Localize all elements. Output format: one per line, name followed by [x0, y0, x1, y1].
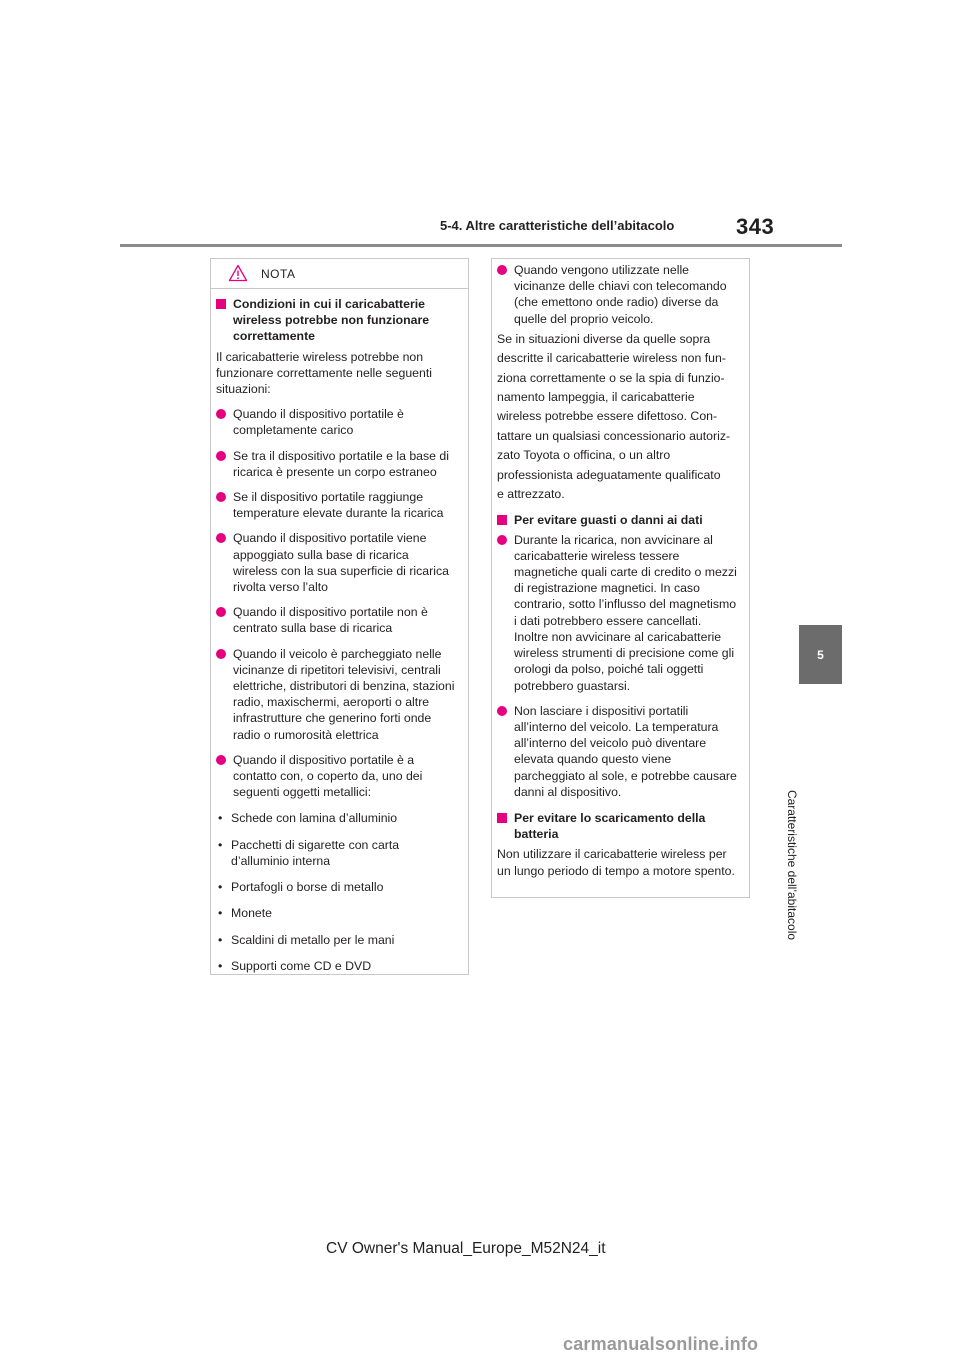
- sub-list-item: [216, 837, 456, 869]
- watermark: carmanualsonline.info: [563, 1334, 759, 1354]
- sub-list-item: [216, 932, 456, 948]
- dot-marker: •: [218, 932, 223, 947]
- nota-box: [210, 258, 469, 975]
- chapter-tab: [799, 625, 842, 684]
- paragraph-line: tattare un qualsiasi concessionario autoriz-: [497, 428, 731, 443]
- section-heading: [497, 512, 737, 528]
- paragraph-line: namento lampeggia, il caricabatterie: [497, 390, 695, 405]
- list-item: [497, 262, 737, 327]
- info-paragraph: [497, 331, 737, 503]
- dot-marker: •: [218, 837, 223, 852]
- square-bullet-icon: [216, 299, 226, 309]
- list-item: [216, 489, 456, 521]
- page-number: 343: [736, 214, 775, 239]
- circle-bullet-icon: [497, 265, 507, 275]
- circle-bullet-icon: [216, 649, 226, 659]
- sub-list-item-text: Schede con lamina d’alluminio: [231, 811, 398, 826]
- section-heading: [216, 296, 456, 345]
- heading-text: Per evitare lo scaricamento della batteria: [514, 810, 706, 842]
- list-item: [216, 530, 456, 595]
- intro-paragraph: Il caricabatterie wireless potrebbe non funzionare correttamente nelle seguenti situazioni:: [216, 349, 433, 397]
- paragraph-line: ziona correttamente o se la spia di funzio-: [497, 370, 725, 385]
- sub-list-item: [216, 958, 456, 974]
- chapter-number: 5: [817, 647, 824, 662]
- dot-marker: •: [218, 958, 223, 973]
- info-paragraph: Non utilizzare il caricabatterie wireless per un lungo periodo di tempo a motore spento.: [497, 847, 735, 878]
- nota-label: NOTA: [261, 267, 296, 281]
- circle-bullet-icon: [216, 451, 226, 461]
- list-item-text: Se il dispositivo portatile raggiunge temperature elevate durante la ricarica: [233, 490, 444, 521]
- circle-bullet-icon: [497, 706, 507, 716]
- circle-bullet-icon: [216, 755, 226, 765]
- square-bullet-icon: [497, 515, 507, 525]
- list-item: [497, 703, 737, 800]
- heading-text: Per evitare guasti o danni ai dati: [514, 513, 703, 528]
- paragraph-line: descritte il caricabatterie wireless non fun-: [497, 351, 726, 366]
- sub-list-item-text: Supporti come CD e DVD: [231, 958, 372, 973]
- circle-bullet-icon: [216, 607, 226, 617]
- list-item-text: Quando vengono utilizzate nelle vicinanze delle chiavi con telecomando (che emettono onde radio) diverse da quelle del proprio veicolo.: [514, 263, 727, 326]
- sub-list-item-text: Scaldini di metallo per le mani: [231, 932, 395, 947]
- header-rule: [120, 244, 842, 247]
- heading-text: Condizioni in cui il caricabatterie wireless potrebbe non funzionare correttamente: [233, 297, 430, 344]
- list-item: [216, 406, 456, 438]
- sub-list-item: [216, 810, 456, 826]
- paragraph-line: Se in situazioni diverse da quelle sopra: [497, 331, 711, 346]
- list-item: [216, 448, 456, 480]
- paragraph-line: zato Toyota o officina, o un altro: [497, 448, 671, 463]
- list-item: [216, 646, 456, 743]
- circle-bullet-icon: [216, 492, 226, 502]
- warning-triangle-icon: [228, 264, 248, 282]
- list-item-text: Quando il dispositivo portatile viene appoggiato sulla base di ricarica wireless con la sua superficie di ricarica rivolta verso l’alto: [233, 531, 449, 595]
- dot-marker: •: [218, 880, 223, 895]
- circle-bullet-icon: [216, 409, 226, 419]
- section-heading: [497, 810, 737, 842]
- paragraph-line: e attrezzato.: [497, 487, 565, 502]
- manual-name: CV Owner's Manual_Europe_M52N24_it: [326, 1240, 606, 1257]
- section-title: 5-4. Altre caratteristiche dell’abitacolo: [440, 218, 675, 233]
- sub-list-item-text: Portafogli o borse di metallo: [231, 880, 384, 895]
- list-item-text: Se tra il dispositivo portatile e la base di ricarica è presente un corpo estraneo: [233, 448, 449, 479]
- sub-list-item-text: Monete: [231, 906, 273, 921]
- circle-bullet-icon: [216, 533, 226, 543]
- circle-bullet-icon: [497, 535, 507, 545]
- sub-list-item-text: Pacchetti di sigarette con carta d’alluminio interna: [231, 837, 400, 868]
- list-item: [216, 604, 456, 636]
- paragraph-line: professionista adeguatamente qualificato: [497, 467, 721, 482]
- square-bullet-icon: [497, 813, 507, 823]
- dot-marker: •: [218, 906, 223, 921]
- sub-list-item: [216, 905, 456, 921]
- paragraph-line: wireless potrebbe essere difettoso. Con-: [497, 409, 718, 424]
- sub-list-item: [216, 879, 456, 895]
- list-item-text: Non lasciare i dispositivi portatili all’interno del veicolo. La temperatura all’interno del veicolo può diventare elevata quando questo viene parcheggiato al sole, e potrebbe causare danni al dispositivo.: [514, 703, 737, 799]
- list-item-text: Durante la ricarica, non avvicinare al caricabatterie wireless tessere magnetiche quali carte di credito o mezzi di registrazione magnetici. In caso contrario, sotto l’influsso del magnetismo i dati potrebbero essere cancellati. Inoltre non avvicinare al caricabatterie wireless strumenti di precisione come gli orologi da polso, poiché tali oggetti potrebbero guastarsi.: [514, 532, 737, 693]
- list-item-text: Quando il dispositivo portatile è completamente carico: [233, 407, 404, 438]
- dot-marker: •: [218, 811, 223, 826]
- nota-header: [211, 259, 468, 289]
- list-item-text: Quando il dispositivo portatile è a contatto con, o coperto da, uno dei seguenti oggetti metallici:: [233, 752, 423, 800]
- list-item: [216, 752, 456, 801]
- list-item-text: Quando il dispositivo portatile non è centrato sulla base di ricarica: [233, 605, 428, 636]
- nota-box-continued: [491, 258, 750, 898]
- list-item: [497, 532, 737, 694]
- list-item-text: Quando il veicolo è parcheggiato nelle vicinanze di ripetitori televisivi, centrali elettriche, distributori di benzina, stazioni radio, maxischermi, aeroporti o altre infrastrutture che generino forti onde radio o rumorosità elettrica: [233, 646, 455, 742]
- chapter-title: Caratteristiche dell’abitacolo: [785, 789, 799, 941]
